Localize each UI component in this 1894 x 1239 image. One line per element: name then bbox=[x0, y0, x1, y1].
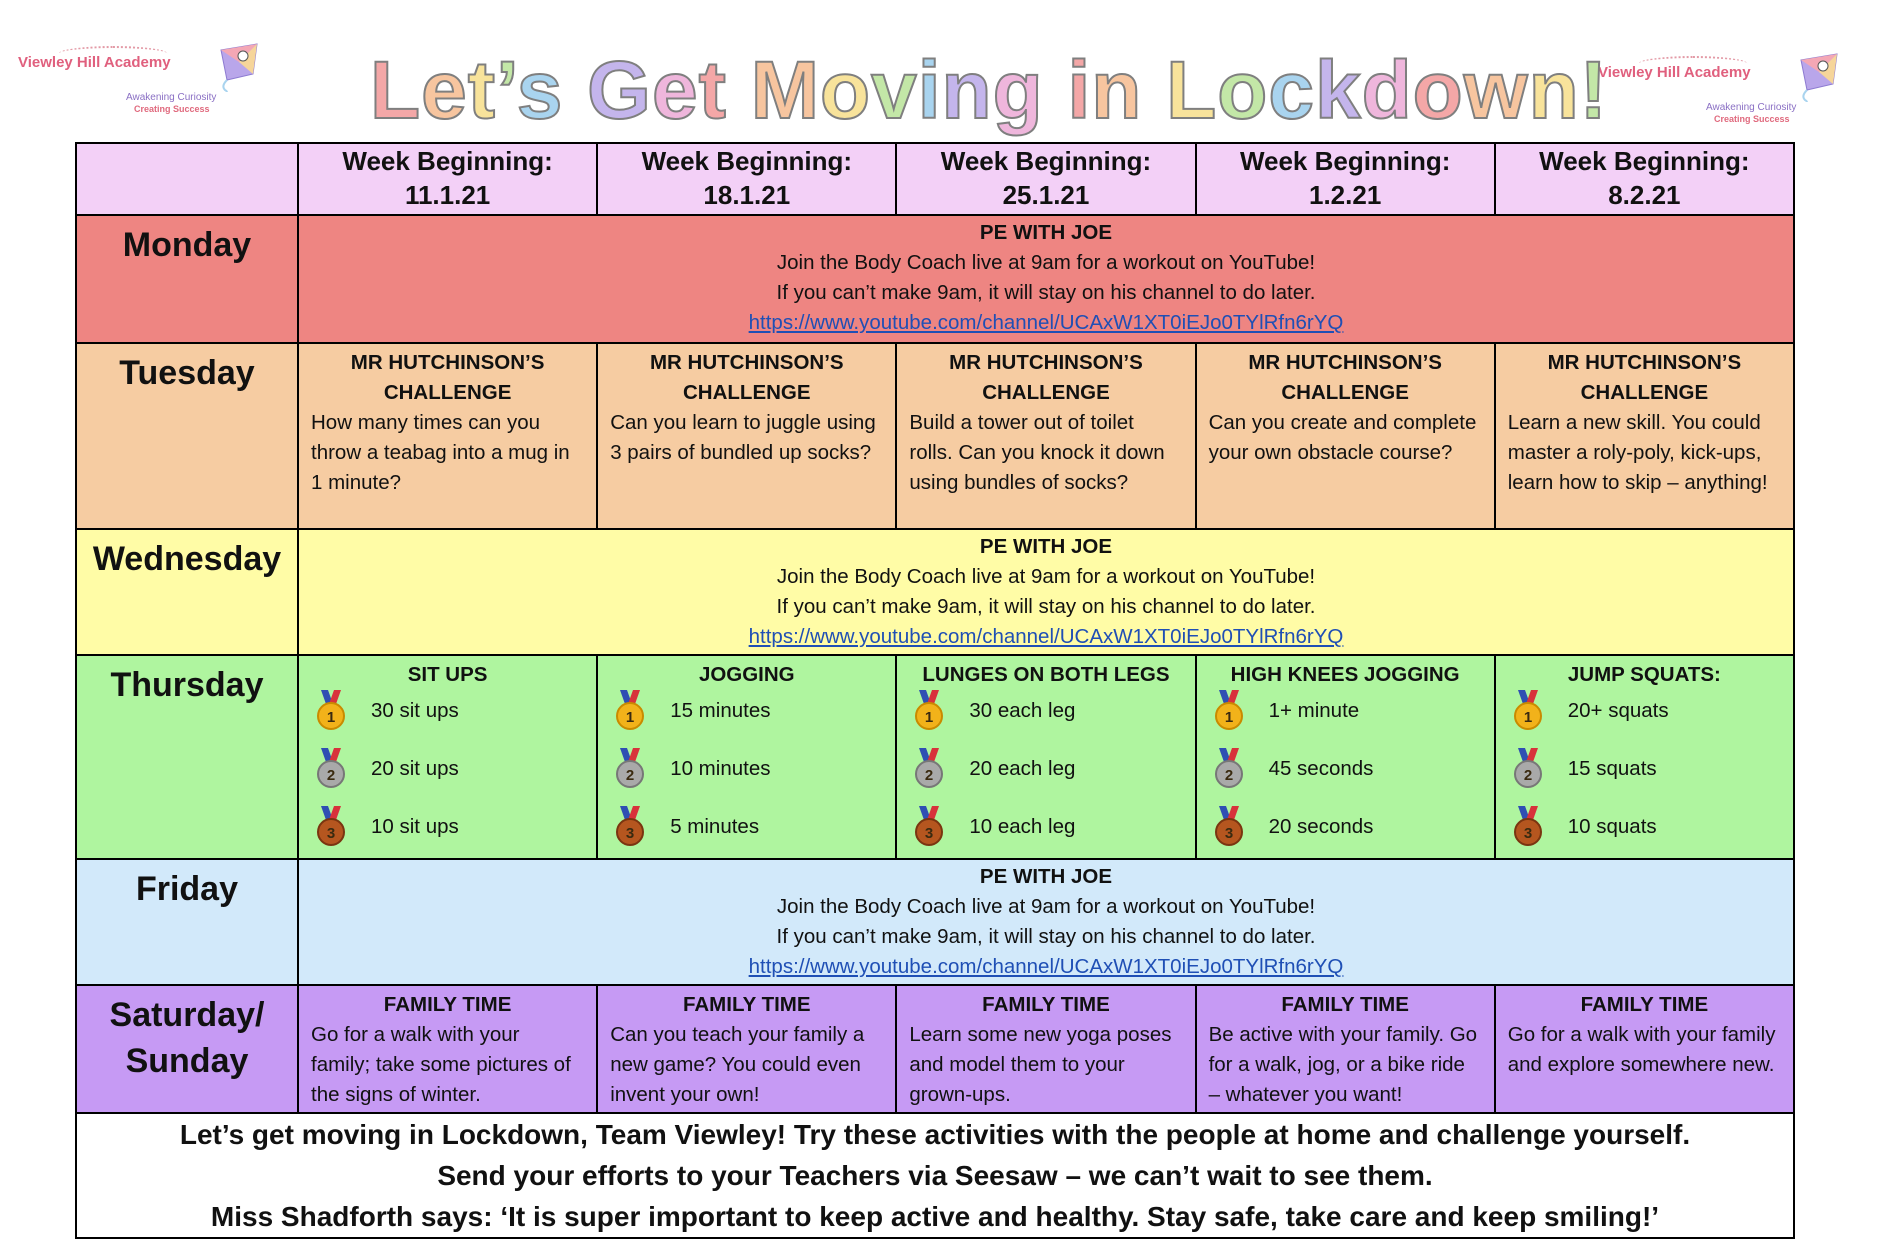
week-header-row bbox=[76, 143, 1794, 215]
svg-text:3: 3 bbox=[925, 825, 934, 842]
exercise-cell bbox=[298, 655, 597, 859]
pe-with-joe-cell bbox=[298, 859, 1794, 985]
logo-subtagline: Creating Success bbox=[134, 104, 210, 114]
exercise-title: JUMP SQUATS: bbox=[1567, 663, 1721, 686]
day-label-thursday: Thursday bbox=[76, 655, 298, 859]
friday-row bbox=[76, 859, 1794, 985]
weekly-schedule-table bbox=[75, 142, 1795, 1239]
exercise-cell bbox=[1495, 655, 1794, 859]
bronze-target-label: 10 each leg bbox=[969, 815, 1076, 838]
gold-medal-row bbox=[1209, 690, 1482, 748]
challenge-cell: MR HUTCHINSON’S CHALLENGE Can you create and complete your own obstacle course? bbox=[1196, 343, 1495, 529]
gold-medal-row bbox=[311, 690, 584, 748]
svg-text:3: 3 bbox=[1523, 825, 1532, 842]
gold-target-label: 20+ squats bbox=[1567, 699, 1669, 722]
svg-text:3: 3 bbox=[626, 825, 635, 842]
svg-text:1: 1 bbox=[1224, 709, 1233, 726]
gold-target-label: 15 minutes bbox=[670, 699, 771, 722]
logo-subtagline: Creating Success bbox=[1714, 114, 1790, 124]
day-label-wednesday: Wednesday bbox=[76, 529, 298, 655]
logo-school-name: Viewley Hill Academy bbox=[1598, 64, 1751, 81]
silver-medal-2-icon bbox=[311, 748, 351, 788]
week-header-cell: Week Beginning: 25.1.21 bbox=[896, 143, 1195, 215]
exercise-title: SIT UPS bbox=[407, 663, 488, 686]
day-label-weekend: Saturday/ Sunday bbox=[76, 985, 298, 1113]
exercise-cell bbox=[896, 655, 1195, 859]
bronze-medal-3-icon bbox=[1508, 806, 1548, 846]
pe-title: PE WITH JOE bbox=[979, 535, 1113, 558]
tuesday-row bbox=[76, 343, 1794, 529]
bronze-medal-row bbox=[311, 806, 584, 858]
svg-text:2: 2 bbox=[1523, 767, 1532, 784]
pe-line2: If you can’t make 9am, it will stay on his channel to do later. bbox=[776, 595, 1316, 618]
youtube-link[interactable]: https://www.youtube.com/channel/UCAxW1XT0iEJo0TYlRfn6rYQ bbox=[748, 955, 1344, 978]
family-time-cell: FAMILY TIME Go for a walk with your family and explore somewhere new. bbox=[1495, 985, 1794, 1113]
pe-title: PE WITH JOE bbox=[979, 221, 1113, 244]
exercise-cell bbox=[597, 655, 896, 859]
pe-line2: If you can’t make 9am, it will stay on his channel to do later. bbox=[776, 925, 1316, 948]
pe-line1: Join the Body Coach live at 9am for a workout on YouTube! bbox=[776, 565, 1316, 588]
bronze-medal-3-icon bbox=[610, 806, 650, 846]
exercise-title: LUNGES ON BOTH LEGS bbox=[922, 663, 1170, 686]
logo-tagline: Awakening Curiosity bbox=[1706, 102, 1797, 113]
corner-cell bbox=[76, 143, 298, 215]
silver-medal-row bbox=[311, 748, 584, 806]
page-title: Let’s Get Moving in Lockdown! bbox=[370, 45, 1608, 136]
wednesday-row bbox=[76, 529, 1794, 655]
week-header-cell: Week Beginning: 18.1.21 bbox=[597, 143, 896, 215]
bronze-medal-row bbox=[610, 806, 883, 858]
svg-text:1: 1 bbox=[326, 709, 336, 726]
svg-text:1: 1 bbox=[626, 709, 635, 726]
silver-medal-row bbox=[1508, 748, 1781, 806]
silver-target-label: 20 each leg bbox=[969, 757, 1076, 780]
svg-text:3: 3 bbox=[1224, 825, 1233, 842]
svg-text:2: 2 bbox=[1224, 767, 1233, 784]
footer-row bbox=[76, 1113, 1794, 1238]
youtube-link[interactable]: https://www.youtube.com/channel/UCAxW1XT0iEJo0TYlRfn6rYQ bbox=[748, 311, 1344, 334]
bronze-medal-3-icon bbox=[311, 806, 351, 846]
silver-target-label: 10 minutes bbox=[670, 757, 771, 780]
bronze-target-label: 10 sit ups bbox=[371, 815, 459, 838]
bronze-medal-3-icon bbox=[909, 806, 949, 846]
silver-medal-row bbox=[610, 748, 883, 806]
svg-text:2: 2 bbox=[326, 767, 336, 784]
day-label-friday: Friday bbox=[76, 859, 298, 985]
week-header-cell: Week Beginning: 1.2.21 bbox=[1196, 143, 1495, 215]
exercise-title: HIGH KNEES JOGGING bbox=[1230, 663, 1460, 686]
gold-medal-1-icon bbox=[311, 690, 351, 730]
week-header-cell: Week Beginning: 8.2.21 bbox=[1495, 143, 1794, 215]
monday-row bbox=[76, 215, 1794, 343]
kite-icon bbox=[213, 40, 265, 92]
pe-with-joe-cell bbox=[298, 529, 1794, 655]
day-label-monday: Monday bbox=[76, 215, 298, 343]
bronze-medal-row bbox=[1209, 806, 1482, 858]
svg-text:1: 1 bbox=[925, 709, 934, 726]
pe-title: PE WITH JOE bbox=[979, 865, 1113, 888]
silver-target-label: 15 squats bbox=[1567, 757, 1657, 780]
logo-school-name: Viewley Hill Academy bbox=[18, 54, 171, 71]
footer-message bbox=[76, 1113, 1794, 1238]
silver-target-label: 20 sit ups bbox=[371, 757, 459, 780]
silver-medal-row bbox=[1209, 748, 1482, 806]
svg-text:3: 3 bbox=[326, 825, 336, 842]
svg-text:1: 1 bbox=[1523, 709, 1532, 726]
week-header-cell: Week Beginning: 11.1.21 bbox=[298, 143, 597, 215]
silver-medal-row bbox=[909, 748, 1182, 806]
pe-line1: Join the Body Coach live at 9am for a workout on YouTube! bbox=[776, 251, 1316, 274]
bronze-target-label: 5 minutes bbox=[670, 815, 760, 838]
family-time-cell: FAMILY TIME Be active with your family. Go for a walk, jog, or a bike ride – whatever you want! bbox=[1196, 985, 1495, 1113]
bronze-target-label: 20 seconds bbox=[1268, 815, 1374, 838]
silver-medal-2-icon bbox=[909, 748, 949, 788]
footer-line3: Miss Shadforth says: ‘It is super important to keep active and healthy. Stay safe, take care and keep smiling!’ bbox=[210, 1201, 1660, 1232]
bronze-target-label: 10 squats bbox=[1567, 815, 1657, 838]
silver-medal-2-icon bbox=[610, 748, 650, 788]
gold-medal-row bbox=[909, 690, 1182, 748]
bronze-medal-3-icon bbox=[1209, 806, 1249, 846]
gold-medal-row bbox=[610, 690, 883, 748]
school-logo-left bbox=[18, 40, 268, 120]
weekend-row bbox=[76, 985, 1794, 1113]
gold-medal-1-icon bbox=[909, 690, 949, 730]
silver-target-label: 45 seconds bbox=[1268, 757, 1374, 780]
family-time-cell: FAMILY TIME Can you teach your family a new game? You could even invent your own! bbox=[597, 985, 896, 1113]
footer-line1: Let’s get moving in Lockdown, Team Viewley! Try these activities with the people at home and challenge yourself. bbox=[179, 1119, 1691, 1150]
family-time-cell: FAMILY TIME Learn some new yoga poses and model them to your grown-ups. bbox=[896, 985, 1195, 1113]
day-label-tuesday: Tuesday bbox=[76, 343, 298, 529]
challenge-cell: MR HUTCHINSON’S CHALLENGE Learn a new skill. You could master a roly-poly, kick-ups, learn how to skip – anything! bbox=[1495, 343, 1794, 529]
kite-icon bbox=[1793, 50, 1845, 102]
gold-medal-1-icon bbox=[1209, 690, 1249, 730]
challenge-cell: MR HUTCHINSON’S CHALLENGE Build a tower out of toilet rolls. Can you knock it down using bundles of socks? bbox=[896, 343, 1195, 529]
gold-target-label: 30 sit ups bbox=[371, 699, 459, 722]
youtube-link[interactable]: https://www.youtube.com/channel/UCAxW1XT0iEJo0TYlRfn6rYQ bbox=[748, 625, 1344, 648]
gold-target-label: 30 each leg bbox=[969, 699, 1076, 722]
svg-text:2: 2 bbox=[925, 767, 934, 784]
pe-line2: If you can’t make 9am, it will stay on his channel to do later. bbox=[776, 281, 1316, 304]
challenge-cell: MR HUTCHINSON’S CHALLENGE How many times can you throw a teabag into a mug in 1 minute? bbox=[298, 343, 597, 529]
bronze-medal-row bbox=[1508, 806, 1781, 858]
challenge-cell: MR HUTCHINSON’S CHALLENGE Can you learn to juggle using 3 pairs of bundled up socks? bbox=[597, 343, 896, 529]
gold-medal-1-icon bbox=[1508, 690, 1548, 730]
logo-tagline: Awakening Curiosity bbox=[126, 92, 217, 103]
svg-text:2: 2 bbox=[626, 767, 635, 784]
gold-medal-row bbox=[1508, 690, 1781, 748]
gold-medal-1-icon bbox=[610, 690, 650, 730]
exercise-title: JOGGING bbox=[698, 663, 795, 686]
pe-with-joe-cell bbox=[298, 215, 1794, 343]
school-logo-right bbox=[1598, 50, 1848, 130]
footer-line2: Send your efforts to your Teachers via Seesaw – we can’t wait to see them. bbox=[437, 1160, 1433, 1191]
thursday-row bbox=[76, 655, 1794, 859]
silver-medal-2-icon bbox=[1209, 748, 1249, 788]
family-time-cell: FAMILY TIME Go for a walk with your family; take some pictures of the signs of winter. bbox=[298, 985, 597, 1113]
exercise-cell bbox=[1196, 655, 1495, 859]
silver-medal-2-icon bbox=[1508, 748, 1548, 788]
bronze-medal-row bbox=[909, 806, 1182, 858]
gold-target-label: 1+ minute bbox=[1268, 699, 1360, 722]
pe-line1: Join the Body Coach live at 9am for a workout on YouTube! bbox=[776, 895, 1316, 918]
